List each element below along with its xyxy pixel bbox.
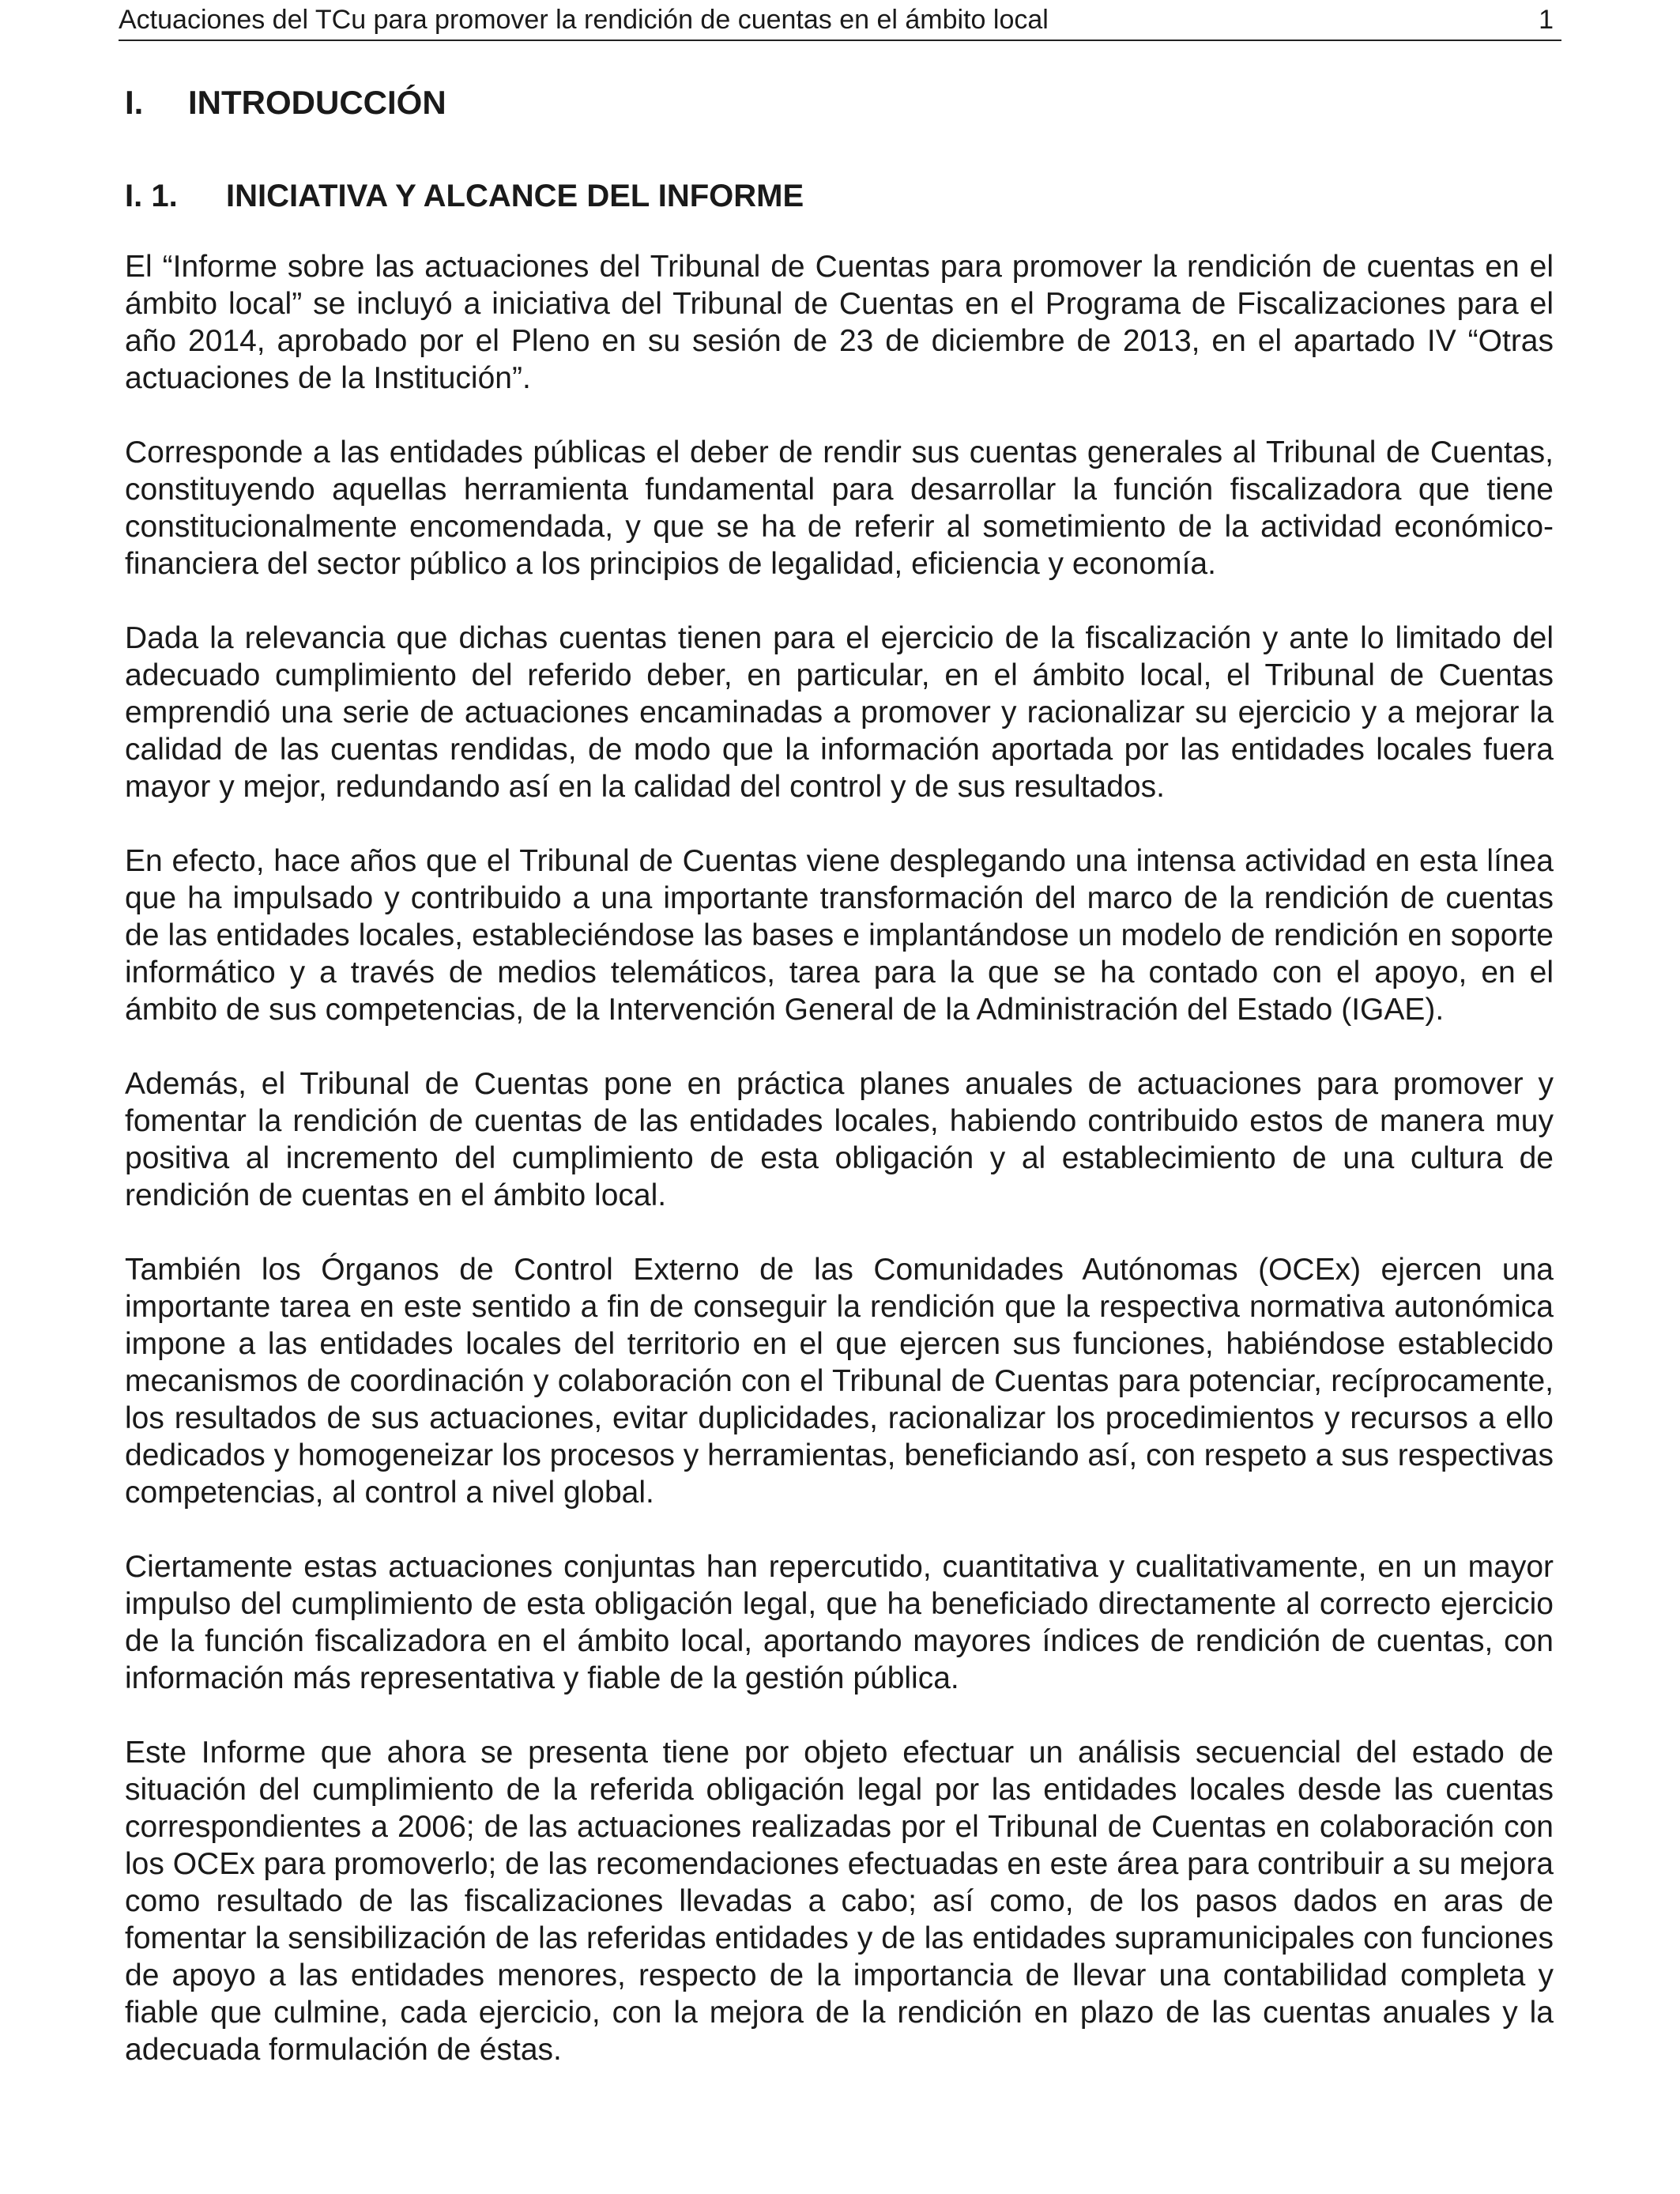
chapter-title: INTRODUCCIÓN bbox=[188, 84, 446, 121]
paragraph: Este Informe que ahora se presenta tiene por objeto efectuar un análisis secuencial del estado de situación del cumplimiento de la referida obligación legal por las entidades locales desde las cuentas correspondientes a 2006; de las actuaciones realizadas por el Tribunal de Cuentas en colaboración con los OCEx para promoverlo; de las recomendaciones efectuadas en este área para contribuir a su mejora como resultado de las fiscalizaciones llevadas a cabo; así como, de los pasos dados en aras de fomentar la sensibilización de las referidas entidades y de las entidades supramunicipales con funciones de apoyo a las entidades menores, respecto de la importancia de llevar una contabilidad completa y fiable que culmine, cada ejercicio, con la mejora de la rendición en plazo de las cuentas anuales y la adecuada formulación de éstas. bbox=[125, 1736, 1554, 2067]
page-number: 1 bbox=[1539, 4, 1554, 35]
chapter-heading bbox=[125, 84, 446, 122]
section-heading bbox=[125, 179, 804, 214]
paragraph: En efecto, hace años que el Tribunal de Cuentas viene desplegando una intensa actividad en esta línea que ha impulsado y contribuido a una importante transformación del marco de la rendición de cuentas de las entidades locales, estableciéndose las bases e implantándose un modelo de rendición en soporte informático y a través de medios telemáticos, tarea para la que se ha contado con el apoyo, en el ámbito de sus competencias, de la Intervención General de la Administración del Estado (IGAE). bbox=[125, 844, 1554, 1027]
paragraph: Ciertamente estas actuaciones conjuntas han repercutido, cuantitativa y cualitativamente, en un mayor impulso del cumplimiento de esta obligación legal, que ha beneficiado directamente al correcto ejercicio de la función fiscalizadora en el ámbito local, aportando mayores índices de rendición de cuentas, con información más representativa y fiable de la gestión pública. bbox=[125, 1550, 1554, 1695]
paragraph: También los Órganos de Control Externo de las Comunidades Autónomas (OCEx) ejercen una importante tarea en este sentido a fin de conseguir la rendición que la respectiva normativa autonómica impone a las entidades locales del territorio en el que ejercen sus funciones, habiéndose establecido mecanismos de coordinación y colaboración con el Tribunal de Cuentas para potenciar, recíprocamente, los resultados de sus actuaciones, evitar duplicidades, racionalizar los procedimientos y recursos a ello dedicados y homogeneizar los procesos y herramientas, beneficiando así, con respeto a sus respectivas competencias, al control a nivel global. bbox=[125, 1253, 1554, 1510]
paragraph: Corresponde a las entidades públicas el deber de rendir sus cuentas generales al Tribunal de Cuentas, constituyendo aquellas herramienta fundamental para desarrollar la función fiscalizadora que tiene constitucionalmente encomendada, y que se ha de referir al sometimiento de la actividad económico-financiera del sector público a los principios de legalidad, eficiencia y economía. bbox=[125, 435, 1554, 581]
paragraph: Dada la relevancia que dichas cuentas tienen para el ejercicio de la fiscalización y ante lo limitado del adecuado cumplimiento del referido deber, en particular, en el ámbito local, el Tribunal de Cuentas emprendió una serie de actuaciones encaminadas a promover y racionalizar su ejercicio y a mejorar la calidad de las cuentas rendidas, de modo que la información aportada por las entidades locales fuera mayor y mejor, redundando así en la calidad del control y de sus resultados. bbox=[125, 621, 1554, 804]
section-title: INICIATIVA Y ALCANCE DEL INFORME bbox=[226, 179, 804, 213]
section-number: I. 1. bbox=[125, 179, 178, 213]
chapter-number: I. bbox=[125, 84, 144, 121]
paragraph: Además, el Tribunal de Cuentas pone en práctica planes anuales de actuaciones para promover y fomentar la rendición de cuentas de las entidades locales, habiendo contribuido estos de manera muy positiva al incremento del cumplimiento de esta obligación y al establecimiento de una cultura de rendición de cuentas en el ámbito local. bbox=[125, 1067, 1554, 1212]
paragraph: El “Informe sobre las actuaciones del Tribunal de Cuentas para promover la rendición de cuentas en el ámbito local” se incluyó a iniciativa del Tribunal de Cuentas en el Programa de Fiscalizaciones para el año 2014, aprobado por el Pleno en su sesión de 23 de diciembre de 2013, en el apartado IV “Otras actuaciones de la Institución”. bbox=[125, 250, 1554, 395]
body-text bbox=[125, 248, 1554, 2105]
running-header bbox=[119, 0, 1561, 41]
running-title: Actuaciones del TCu para promover la rendición de cuentas en el ámbito local bbox=[119, 4, 1049, 35]
